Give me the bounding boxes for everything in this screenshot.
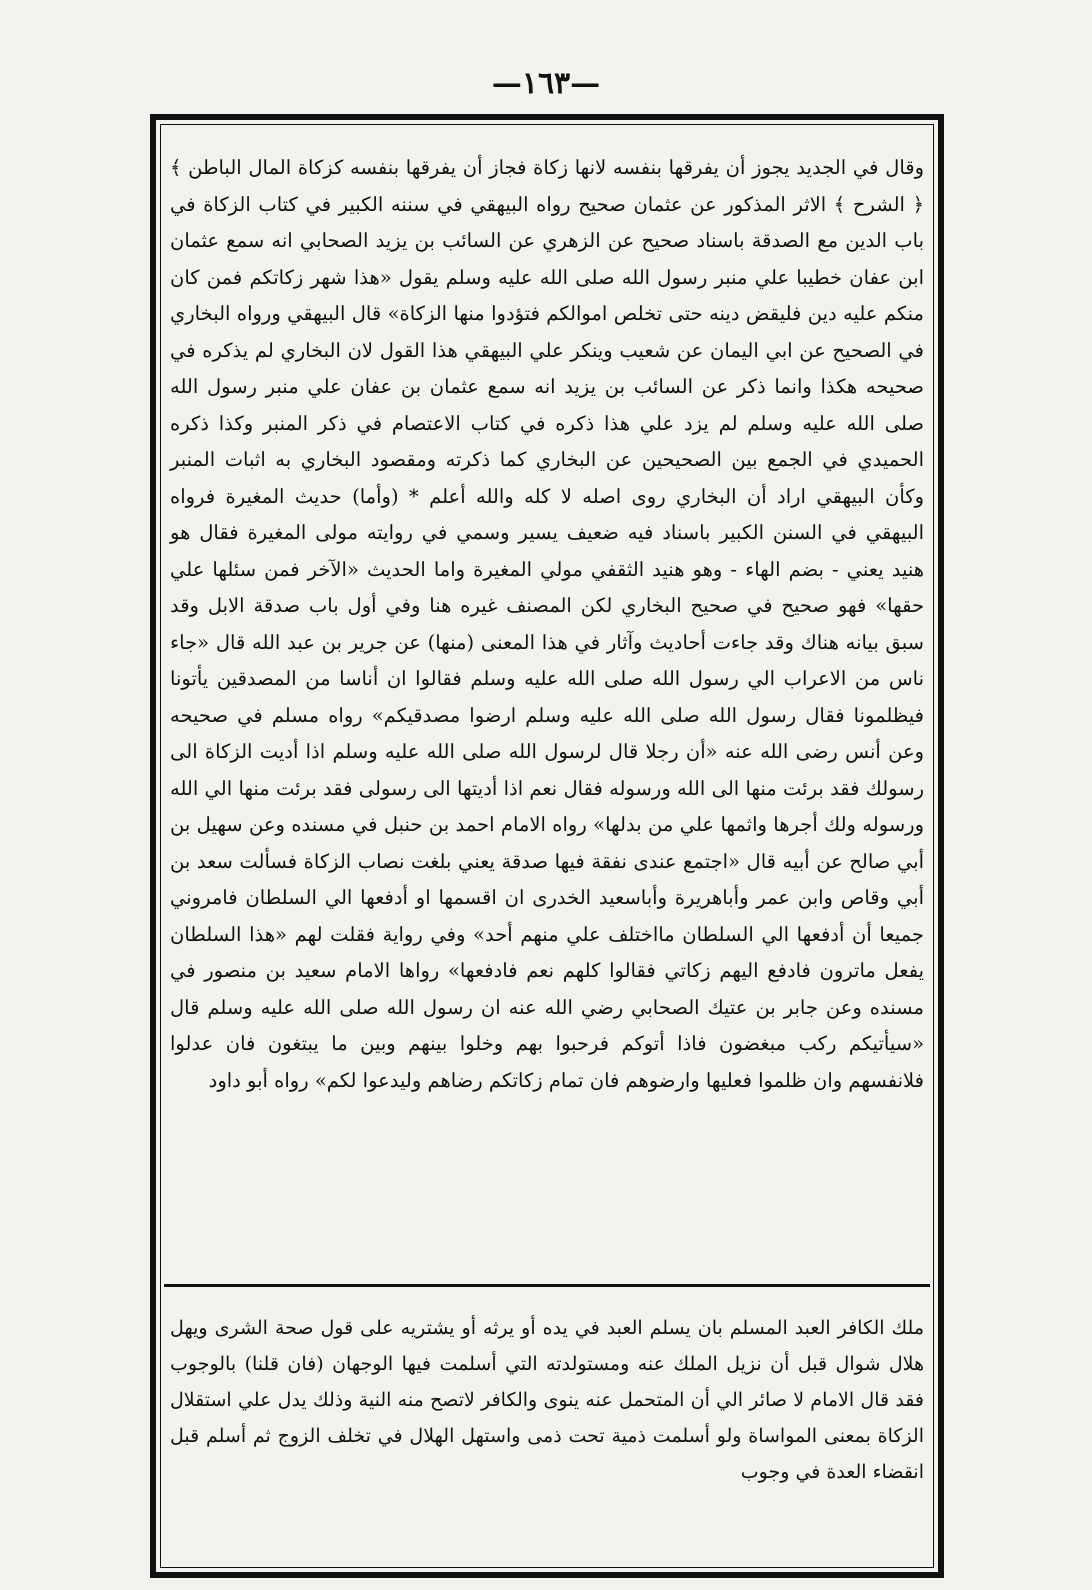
footnote-block <box>170 1310 924 1490</box>
footnote-divider <box>164 1284 930 1287</box>
page-frame <box>150 114 944 1578</box>
main-paragraph: وقال في الجديد يجوز أن يفرقها بنفسه لانها زكاة فجاز أن يفرقها بنفسه كزكاة المال الباطن ﴾ ﴿ الشرح ﴾ الاثر المذكور عن عثمان صحيح رواه البيهقي في سننه الكبير في كتاب الزكاة في باب الدين مع الصدقة باسناد صحيح عن الزهري عن السائب بن يزيد الصحابي انه سمع عثمان ابن عفان خطيبا علي منبر رسول الله صلى الله عليه وسلم يقول «هذا شهر زكاتكم فمن كان منكم عليه دين فليقض دينه حتى تخلص اموالكم فتؤدوا منها الزكاة» قال البيهقي ورواه البخاري في الصحيح عن ابي اليمان عن شعيب وينكر علي البيهقي هذا القول لان البخاري لم يذكره في صحيحه هكذا وانما ذكر عن السائب بن يزيد انه سمع عثمان بن عفان علي منبر رسول الله صلى الله عليه وسلم لم يزد علي هذا ذكره في كتاب الاعتصام في ذكر المنبر وكذا ذكره الحميدي في الجمع بين الصحيحين عن البخاري كما ذكرته ومقصود البخاري به اثبات المنبر وكأن البيهقي اراد أن البخاري روى اصله لا كله والله أعلم * (وأما) حديث المغيرة فرواه البيهقي في السنن الكبير باسناد فيه ضعيف يسير وسمي في روايته مولى المغيرة فقال هو هنيد يعني - بضم الهاء - وهو هنيد الثقفي مولي المغيرة واما الحديث «الآخر فمن سئلها علي حقها» فهو صحيح في صحيح البخاري لكن المصنف غيره هنا وفي أول باب صدقة الابل وقد سبق بيانه هناك وقد جاءت أحاديث وآثار في هذا المعنى (منها) عن جرير بن عبد الله قال «جاء ناس من الاعراب الي رسول الله صلى الله عليه وسلم فقالوا ان أناسا من المصدقين يأتونا فيظلمونا فقال رسول الله صلى الله عليه وسلم ارضوا مصدقيكم» رواه مسلم في صحيحه وعن أنس رضى الله عنه «أن رجلا قال لرسول الله صلى الله عليه وسلم اذا أديت الزكاة الى رسولك فقد برئت منها الى الله ورسوله فقال نعم اذا أديتها الى رسولى فقد برئت منها الي الله ورسوله ولك أجرها واثمها علي من بدلها» رواه الامام احمد بن حنبل في مسنده وعن سهيل بن أبي صالح عن أبيه قال «اجتمع عندى نفقة فيها صدقة يعني بلغت نصاب الزكاة فسألت سعد بن أبي وقاص وابن عمر وأباهريرة وأباسعيد الخدرى ان اقسمها او أدفعها الي السلطان فامروني جميعا أن أدفعها الي السلطان مااختلف علي منهم أحد» وفي رواية فقلت لهم «هذا السلطان يفعل ماترون فادفع اليهم زكاتي فقالوا كلهم نعم فادفعها» رواها الامام سعيد بن منصور في مسنده وعن جابر بن عتيك الصحابي رضي الله عنه ان رسول الله صلى الله عليه وسلم قال «سيأتيكم ركب مبغضون فاذا أتوكم فرحبوا بهم وخلوا بينهم وبين ما يبتغون فان عدلوا فلانفسهم وان ظلموا فعليها وارضوهم فان تمام زكاتكم رضاهم وليدعوا لكم» رواه أبو داود <box>170 156 924 1092</box>
footnote-paragraph: ملك الكافر العبد المسلم بان يسلم العبد في يده أو يرثه أو يشتريه على قول صحة الشرى ويهل هلال شوال قبل أن نزيل الملك عنه ومستولدته التي أسلمت فيها الوجهان (فان قلنا) بالوجوب فقد قال الامام لا صائر الي أن المتحمل عنه ينوى والكافر لاتصح منه النية وذلك يدل علي استقلال الزكاة بمعنى المواساة ولو أسلمت ذمية تحت ذمى واستهل الهلال في تخلف الزوج ثم أسلم قبل انقضاء العدة في وجوب <box>170 1317 924 1483</box>
page-number: —١٦٣— <box>491 66 601 101</box>
main-text-block <box>170 150 924 1099</box>
